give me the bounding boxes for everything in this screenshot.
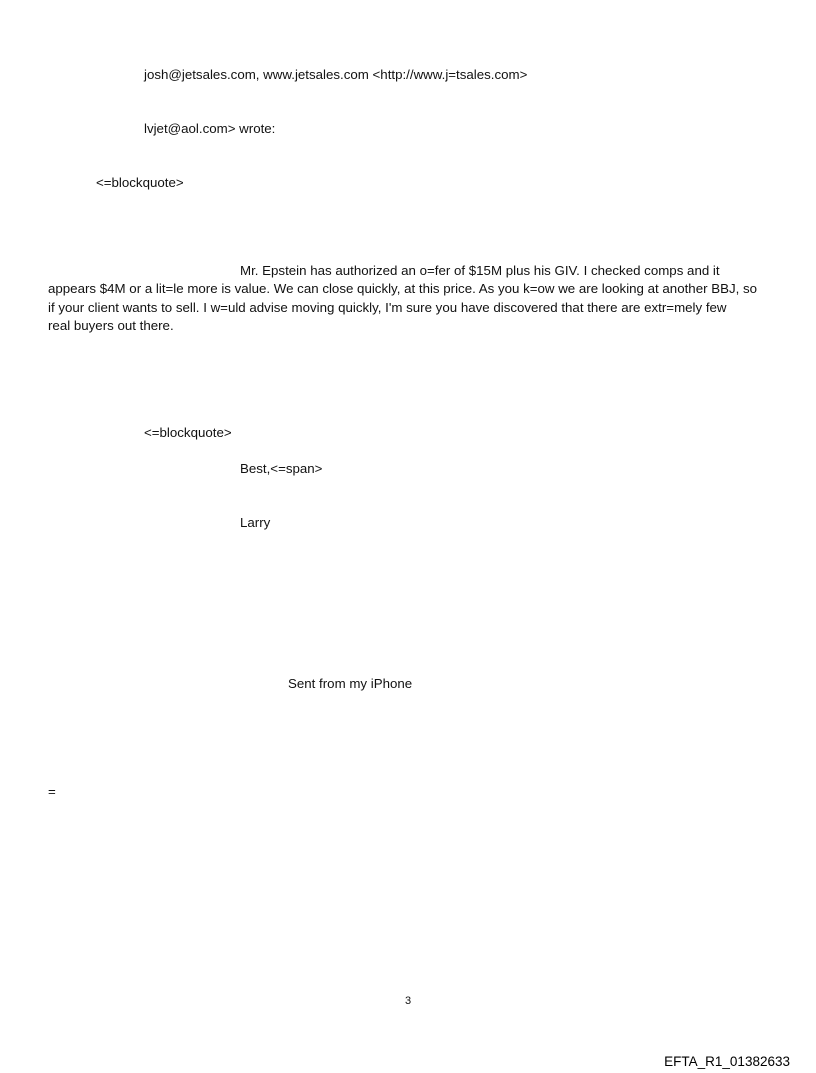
document-id: EFTA_R1_01382633	[664, 1054, 790, 1069]
signature-name: Larry	[240, 515, 271, 530]
blockquote-tag-inner: <=blockquote>	[144, 425, 232, 440]
trailing-equals: =	[48, 784, 56, 799]
message-body-line: if your client wants to sell. I w=uld advise moving quickly, I'm sure you have discovered that there are extr=mely few	[48, 299, 727, 315]
message-body-line: appears $4M or a lit=le more is value. We can close quickly, at this price. As you k=ow we are looking at another BBJ, so	[48, 281, 758, 297]
page-number: 3	[404, 995, 412, 1007]
wrote-line: lvjet@aol.com> wrote:	[144, 121, 276, 136]
message-body	[48, 262, 774, 335]
blockquote-tag: <=blockquote>	[96, 175, 184, 190]
contact-line: josh@jetsales.com, www.jetsales.com <http://www.j=tsales.com>	[144, 67, 528, 82]
sent-from-line: Sent from my iPhone	[288, 676, 413, 691]
message-body-line: real buyers out there.	[48, 317, 174, 333]
message-body-line: Mr. Epstein has authorized an o=fer of $15M plus his GIV. I checked comps and it	[240, 263, 720, 278]
closing-line: Best,<=span>	[240, 461, 323, 476]
